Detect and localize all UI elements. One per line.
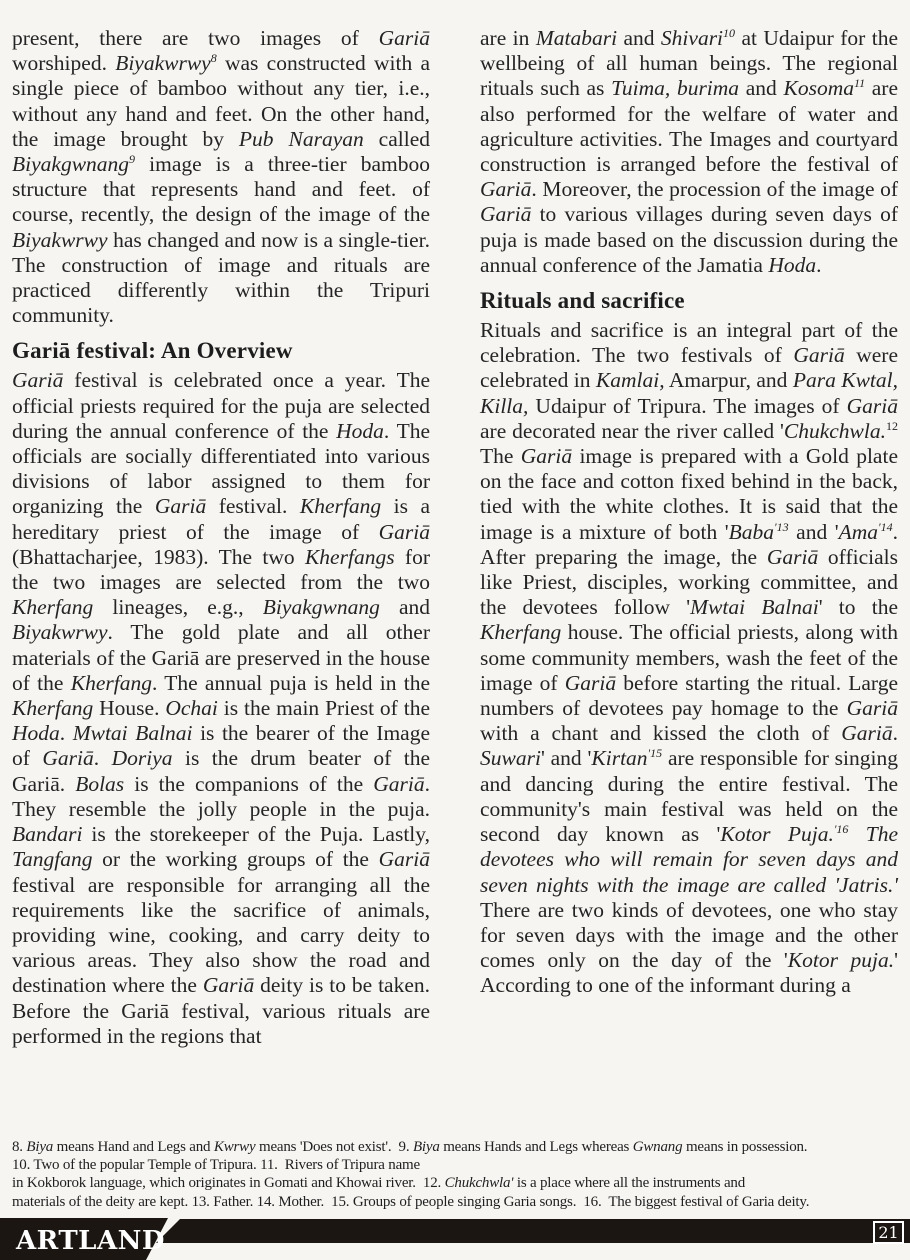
footnote-line: 10. Two of the popular Temple of Tripura. 11. Rivers of Tripura name — [12, 1157, 420, 1174]
footnote-line: materials of the deity are kept. 13. Father. 14. Mother. 15. Groups of people singing Garia songs. 16. The biggest festival of Garia deity. — [12, 1193, 810, 1210]
section-heading-rituals: Rituals and sacrifice — [480, 288, 685, 314]
footnotes — [12, 1138, 908, 1211]
section-heading-overview: Gariā festival: An Overview — [12, 338, 293, 364]
footnote-line: 8. Biya means Hand and Legs and Kwrwy means 'Does not exist'. 9. Biya means Hands and Legs whereas Gwnang means in possession. — [12, 1139, 808, 1155]
paragraph: Rituals and sacrifice is an integral part of the celebration. The two festivals of Gariā were celebrated in Kamlai, Amarpur, and Para Kwtal, Killa, Udaipur of Tripura. The images of Gariā are decorated near the river called 'Chukchwla.$^{12}$ The Gariā image is prepared with a Gold plate on the face and cotton fixed behind in the back, tied with the white clothes. It is said that the image is a mixture of both 'Baba$^{'13}$ and 'Ama$^{'14}$. After preparing the image, the Gariā officials like Priest, disciples, working committee, and the devotees follow 'Mwtai Balnai' to the Kherfang house. The official priests, along with some community members, wash the feet of the image of Gariā before starting the ritual. Large numbers of devotees pay homage to the Gariā with a chant and kissed the cloth of Gariā. Suwari' and 'Kirtan$^{'15}$ are responsible for singing and dancing during the entire festival. The community's main festival was held on the second day known as 'Kotor Puja.$^{'16}$ The devotees who will remain for seven days and seven nights with the image are called 'Jatris.' There are two kinds of devotees, one who stay for seven days with the image and the other comes only on the day of the 'Kotor puja.' According to one of the informant during a — [480, 318, 899, 998]
page-number-badge: 21 — [873, 1221, 904, 1244]
paragraph: Gariā festival is celebrated once a year. The official priests required for the puja are selected during the annual conference of the Hoda. The officials are socially differentiated into various divisions of labor assigned to them for organizing the Gariā festival. Kherfang is a hereditary priest of the image of Gariā (Bhattacharjee, 1983). The two Kherfangs for the two images are selected from the two Kherfang lineages, e.g., Biyakgwnang and Biyakwrwy. The gold plate and all other materials of the Gariā are preserved in the house of the Kherfang. The annual puja is held in the Kherfang House. Ochai is the main Priest of the Hoda. Mwtai Balnai is the bearer of the Image of Gariā. Doriya is the drum beater of the Gariā. Bolas is the companions of the Gariā. They resemble the jolly people in the puja. Bandari is the storekeeper of the Puja. Lastly, Tangfang or the working groups of the Gariā festival are responsible for arranging all the requirements like the sacrifice of animals, providing wine, cooking, and carry deity to various areas. They also show the road and destination where the Gariā deity is to be taken. Before the Gariā festival, various rituals are performed in the regions that — [12, 368, 431, 1048]
paragraph: present, there are two images of Gariā worshiped. Biyakwrwy$^8$ was constructed with a single piece of bamboo without any tier, i.e., without any hand and feet. On the other hand, the image brought by Pub Narayan called Biyakgwnang$^9$ image is a three-tier bamboo structure that represents hand and feet. of course, recently, the design of the image of the Biyakwrwy has changed and now is a single-tier. The construction of image and rituals are practiced differently within the Tripuri community. — [12, 26, 431, 328]
paragraph: are in Matabari and Shivari$^{10}$ at Udaipur for the wellbeing of all human beings. The regional rituals such as Tuima, burima and Kosoma$^{11}$ are also performed for the welfare of water and agriculture activities. The Images and courtyard construction is arranged before the festival of Gariā. Moreover, the procession of the image of Gariā to various villages during seven days of puja is made based on the discussion during the annual conference of the Jamatia Hoda. — [480, 25, 899, 277]
brand-logo: ARTLAND — [16, 1226, 165, 1256]
article-body — [12, 26, 898, 1049]
left-column — [12, 26, 430, 1049]
footer-bar — [156, 1219, 910, 1243]
footnote-line: in Kokborok language, which originates in Gomati and Khowai river. 12. Chukchwla' is a place where all the instruments and — [12, 1175, 746, 1192]
right-column — [480, 26, 898, 1049]
